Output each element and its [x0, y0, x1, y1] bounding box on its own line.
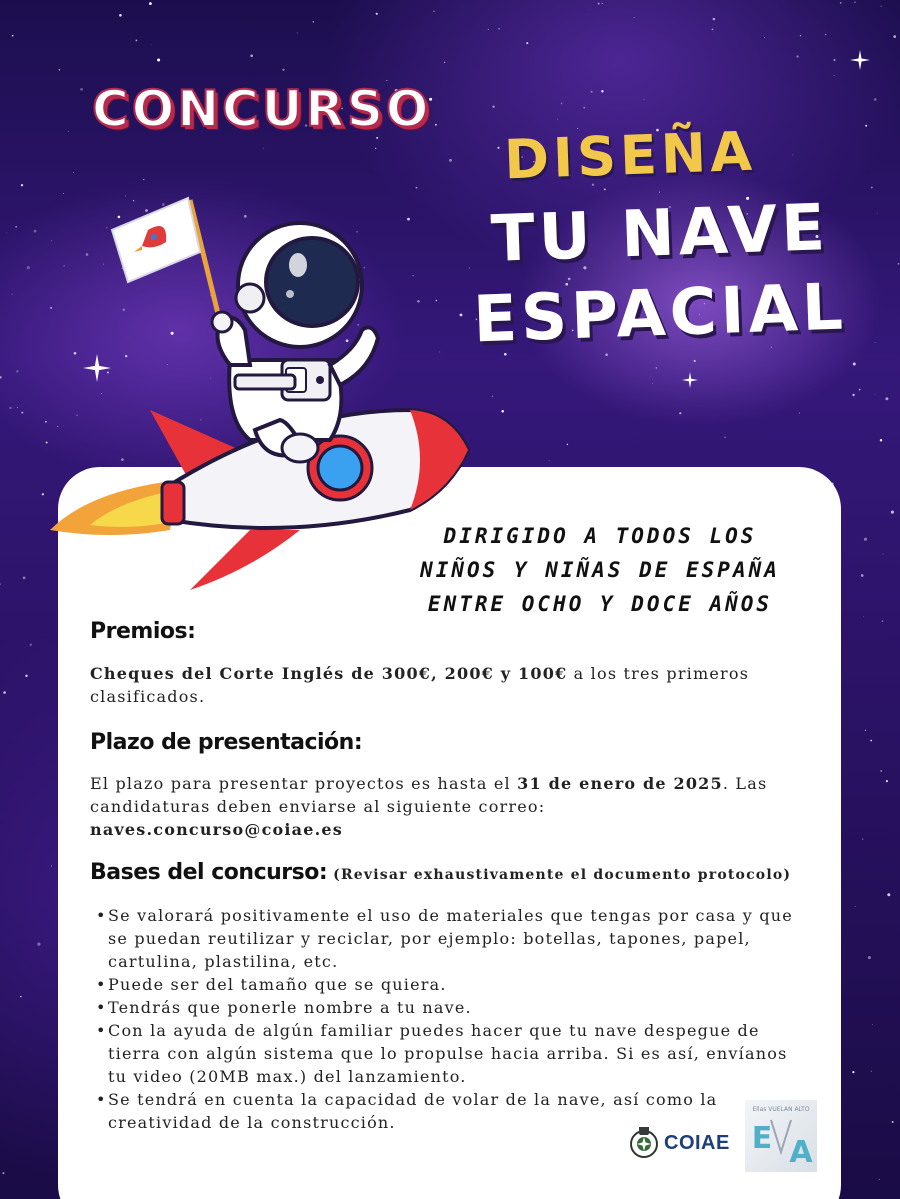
- premios-rest: a los tres primeros clasificados.: [90, 664, 750, 706]
- star: [17, 407, 18, 408]
- star: [9, 407, 11, 409]
- star: [880, 770, 882, 772]
- plazo-text-1: El plazo para presentar proyectos es hasta el: [90, 774, 518, 793]
- star: [694, 360, 696, 362]
- star: [886, 780, 888, 782]
- star: [51, 866, 52, 867]
- star: [433, 11, 434, 12]
- star: [855, 906, 856, 907]
- star: [263, 148, 264, 149]
- star: [602, 3, 603, 4]
- svg-text:A: A: [789, 1135, 813, 1170]
- star: [20, 996, 21, 997]
- star: [853, 363, 856, 366]
- star: [0, 583, 1, 585]
- star: [526, 42, 528, 44]
- star: [891, 511, 894, 514]
- star: [880, 439, 882, 441]
- star: [59, 69, 61, 71]
- star: [871, 1071, 872, 1072]
- star: [833, 59, 835, 61]
- star: [21, 184, 23, 186]
- star: [591, 91, 593, 93]
- flag-pole: [190, 200, 222, 330]
- premios-amounts: Cheques del Corte Inglés de 300€, 200€ y 100€: [90, 664, 568, 683]
- star: [764, 37, 765, 38]
- title-line-3: ESPACIAL: [472, 270, 848, 358]
- star: [549, 460, 550, 461]
- plazo-date: 31 de enero de 2025: [517, 774, 723, 793]
- star: [834, 75, 835, 76]
- star: [713, 18, 716, 21]
- star: [656, 367, 658, 369]
- star: [852, 394, 854, 396]
- star: [42, 493, 44, 495]
- svg-text:E: E: [751, 1121, 773, 1156]
- star: [151, 44, 152, 45]
- title-block: [430, 118, 890, 358]
- star: [799, 412, 800, 413]
- star: [37, 943, 40, 946]
- star: [589, 9, 590, 10]
- star: [375, 148, 376, 149]
- star: [27, 266, 30, 269]
- star: [282, 69, 284, 71]
- star: [874, 98, 877, 101]
- star: [652, 383, 653, 384]
- star: [15, 226, 17, 228]
- star: [416, 187, 418, 189]
- audience-line-2: NIÑOS Y NIÑAS DE ESPAÑA: [420, 558, 780, 582]
- star: [444, 62, 445, 63]
- star: [879, 1179, 880, 1180]
- star: [887, 893, 890, 896]
- star: [893, 35, 896, 38]
- bases-item: • Se tendrá en cuenta la capacidad de volar de la nave, así como la creatividad de la construcción.: [90, 1088, 800, 1134]
- bases-item: • Tendrás que ponerle nombre a tu nave.: [90, 996, 800, 1019]
- astronaut-visor: [266, 238, 358, 326]
- star: [852, 1071, 854, 1073]
- star: [149, 2, 152, 5]
- star: [73, 172, 74, 173]
- sparkle-icon: [682, 372, 698, 388]
- bases-note: (Revisar exhaustivamente el documento protocolo): [333, 867, 792, 883]
- star: [883, 554, 884, 555]
- sparkle-icon: [850, 50, 870, 70]
- star: [882, 620, 884, 622]
- star: [583, 107, 585, 109]
- star: [143, 179, 144, 180]
- star: [796, 55, 798, 57]
- star: [870, 740, 872, 742]
- bases-heading: [90, 860, 791, 885]
- star: [862, 839, 863, 840]
- star: [898, 263, 900, 265]
- star: [46, 442, 48, 444]
- star: [157, 58, 160, 61]
- star: [80, 88, 83, 91]
- bases-item: • Con la ayuda de algún familiar puedes hacer que tu nave despegue de tierra con algún sistema que lo propulse hacia arriba. Si es así, envíanos tu video (20MB max.) del lanzamiento.: [90, 1019, 800, 1088]
- star: [724, 437, 725, 438]
- star: [135, 39, 137, 41]
- bases-item: • Se valorará positivamente el uso de materiales que tengas por casa y que se puedan reutilizar y reciclar, por ejemplo: botellas, tapones, papel, cartulina, plastilina, etc.: [90, 904, 800, 973]
- star: [12, 294, 13, 295]
- star: [868, 956, 871, 959]
- star: [3, 691, 6, 694]
- audience-line-3: ENTRE OCHO Y DOCE AÑOS: [427, 592, 773, 616]
- star: [872, 1024, 873, 1025]
- star: [865, 730, 866, 731]
- star: [23, 577, 26, 580]
- star: [859, 389, 861, 391]
- star: [825, 34, 826, 35]
- eva-tagline: Ellas VUELAN ALTO: [752, 1106, 810, 1113]
- star: [30, 644, 32, 646]
- contact-email[interactable]: naves.concurso@coiae.es: [90, 820, 343, 839]
- star: [25, 675, 27, 677]
- star: [492, 106, 494, 108]
- star: [863, 616, 864, 617]
- coiae-emblem-icon: [628, 1126, 660, 1160]
- star: [488, 29, 489, 30]
- coiae-logo: [628, 1126, 730, 1160]
- star: [119, 14, 122, 17]
- star: [861, 574, 864, 577]
- star: [492, 396, 493, 397]
- audience-banner: [400, 519, 800, 621]
- star: [712, 28, 714, 30]
- star: [68, 131, 69, 132]
- plazo-text: [90, 772, 790, 841]
- star: [498, 28, 499, 29]
- star: [0, 376, 2, 378]
- star: [501, 410, 504, 413]
- title-line-2: TU NAVE: [489, 191, 831, 277]
- plazo-heading: Plazo de presentación:: [90, 730, 363, 755]
- star: [376, 13, 378, 15]
- star: [644, 99, 645, 100]
- star: [892, 1121, 894, 1123]
- star: [679, 412, 681, 414]
- star: [598, 3, 600, 5]
- star: [854, 1, 855, 2]
- star: [885, 397, 888, 400]
- contest-tag: CONCURSO: [92, 80, 432, 138]
- star: [250, 55, 253, 58]
- star: [297, 33, 298, 34]
- star: [12, 35, 14, 37]
- bases-title: Bases del concurso:: [90, 860, 328, 885]
- bases-item: • Puede ser del tamaño que se quiera.: [90, 973, 800, 996]
- star: [45, 421, 47, 423]
- star: [21, 412, 23, 414]
- star: [567, 444, 568, 445]
- audience-line-1: DIRIGIDO A TODOS LOS: [443, 524, 757, 548]
- coiae-logo-text: COIAE: [664, 1131, 730, 1154]
- premios-text: [90, 662, 790, 708]
- star: [864, 538, 867, 541]
- star: [6, 232, 7, 233]
- star: [16, 370, 18, 372]
- bases-list: [90, 904, 800, 1134]
- star: [34, 230, 37, 233]
- star: [875, 394, 876, 395]
- star: [881, 6, 882, 7]
- star: [840, 2, 842, 4]
- star: [634, 17, 635, 18]
- premios-heading: Premios:: [90, 619, 196, 644]
- star: [601, 90, 603, 92]
- star: [313, 21, 314, 22]
- rocket-fin-bottom: [190, 530, 300, 590]
- eva-logo: [745, 1100, 817, 1172]
- star: [800, 35, 801, 36]
- star: [2, 1172, 4, 1174]
- title-line-1: DISEÑA: [503, 119, 757, 192]
- eva-logo-mark: [745, 1100, 817, 1172]
- plazo-text-2: . Las candidaturas deben enviarse al siguiente correo:: [90, 774, 768, 816]
- star: [561, 103, 563, 105]
